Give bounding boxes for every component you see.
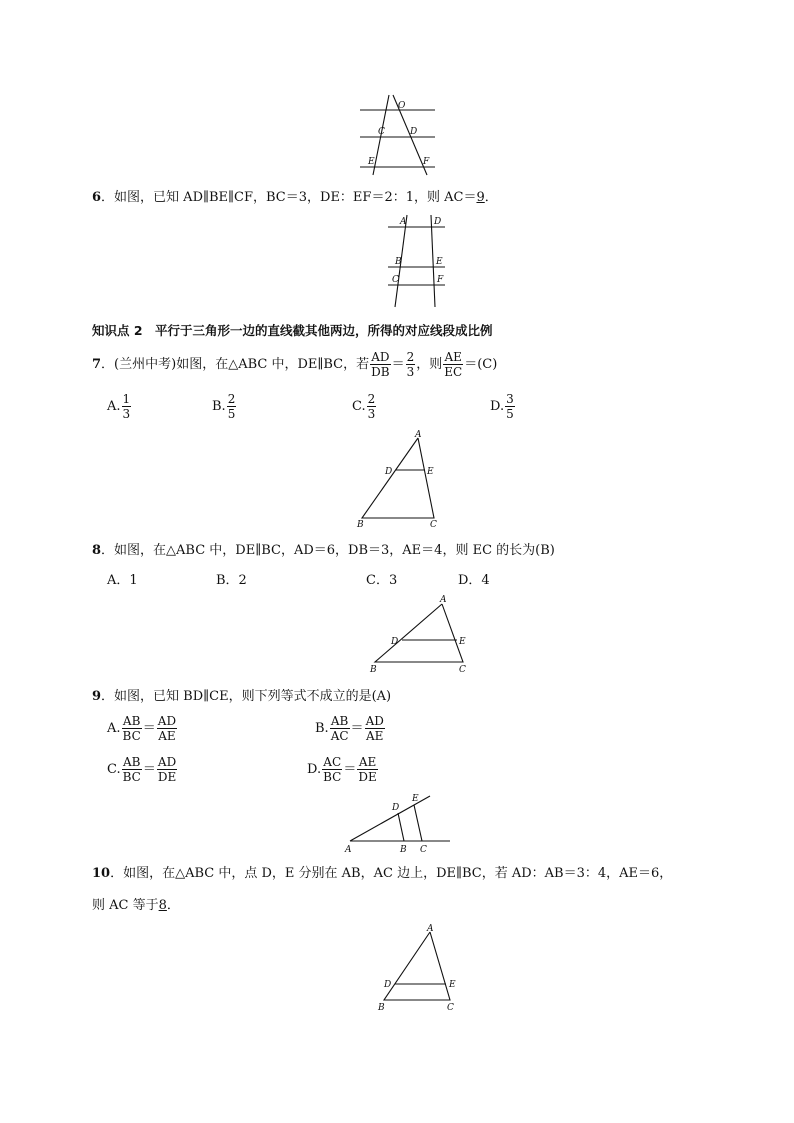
label-A: A xyxy=(440,595,447,605)
label-D: D xyxy=(385,467,393,477)
question-text: ．如图，已知 BD∥CE，则下列等式不成立的是(A) xyxy=(101,689,392,704)
question-8 xyxy=(92,539,555,558)
question-number: 6 xyxy=(92,190,102,205)
q7-option-a: A. $\frac{1}{3}$ xyxy=(107,392,131,421)
q9-option-a: A. $\frac{AB}{BC}$ ＝ $\frac{AD}{AE}$ xyxy=(107,714,177,743)
label-E: E xyxy=(436,257,443,267)
label-B: B xyxy=(357,520,364,530)
label-C: C xyxy=(378,127,385,137)
label-D: D xyxy=(410,127,418,137)
label-E: E xyxy=(459,637,466,647)
label-A: A xyxy=(415,430,422,440)
label-C: C xyxy=(392,275,399,285)
question-number: 8 xyxy=(92,543,102,558)
label-E: E xyxy=(412,794,419,804)
question-number: 7 xyxy=(92,357,102,372)
question-7: 7．(兰州中考)如图，在△ABC 中，DE∥BC，若 $\frac{AD}{DB}$ ＝ $\frac{2}{3}$ ，则 $\frac{AE}{EC}$ ＝(C) xyxy=(92,350,498,379)
fraction-ad-db: $\frac{AD}{DB}$ xyxy=(371,350,390,379)
q8-option-c: C．3 xyxy=(366,573,398,588)
label-C: C xyxy=(447,1003,454,1013)
label-A: A xyxy=(345,845,352,855)
answer: 9 xyxy=(476,190,485,205)
label-C: C xyxy=(459,665,466,675)
label-B: B xyxy=(395,257,402,267)
label-B: B xyxy=(370,665,377,675)
label-E: E xyxy=(449,980,456,990)
figure-q9 xyxy=(342,788,452,856)
figure-parallel-lines-top xyxy=(355,92,445,177)
label-D: D xyxy=(391,637,399,647)
q9-option-d: D. $\frac{AC}{BC}$ ＝ $\frac{AE}{DE}$ xyxy=(307,755,377,784)
label-F: F xyxy=(437,275,444,285)
q7-option-b: B. $\frac{2}{5}$ xyxy=(212,392,236,421)
label-C: C xyxy=(430,520,437,530)
question-6: 6．如图，已知 AD∥BE∥CF，BC＝3，DE：EF＝2：1，则 AC＝9． xyxy=(92,190,498,205)
q9-option-b: B. $\frac{AB}{AC}$ ＝ $\frac{AD}{AE}$ xyxy=(315,714,384,743)
section-heading: 知识点 2 平行于三角形一边的直线截其他两边，所得的对应线段成比例 xyxy=(92,323,493,338)
answer: 8 xyxy=(158,898,167,913)
figure-q10-triangle xyxy=(374,922,464,1014)
q8-option-d: D．4 xyxy=(458,573,490,588)
question-10-line-2: 则 AC 等于8． xyxy=(92,898,180,913)
label-F: F xyxy=(423,157,430,167)
q7-option-c: C. $\frac{2}{3}$ xyxy=(352,392,376,421)
label-C: C xyxy=(420,845,427,855)
fraction-ae-ec: $\frac{AE}{EC}$ xyxy=(444,350,463,379)
label-O: O xyxy=(398,101,406,111)
figure-q7-triangle xyxy=(352,428,447,530)
q8-option-b: B．2 xyxy=(216,573,247,588)
label-B: B xyxy=(400,845,407,855)
label-B: B xyxy=(378,1003,385,1013)
q7-option-d: D. $\frac{3}{5}$ xyxy=(490,392,514,421)
question-10 xyxy=(92,862,672,881)
label-D: D xyxy=(434,217,442,227)
label-E: E xyxy=(368,157,375,167)
question-number: 10 xyxy=(92,866,111,881)
label-D: D xyxy=(384,980,392,990)
question-text: ．如图，已知 AD∥BE∥CF，BC＝3，DE：EF＝2：1，则 AC＝ xyxy=(101,190,477,205)
question-text: ．(兰州中考)如图，在△ABC 中，DE∥BC，若 xyxy=(101,357,370,372)
label-A: A xyxy=(400,217,407,227)
answer: ＝(C) xyxy=(464,357,498,372)
figure-q8-triangle xyxy=(365,594,475,676)
label-E: E xyxy=(427,467,434,477)
label-A: A xyxy=(427,924,434,934)
figure-q6 xyxy=(385,212,450,310)
question-number: 9 xyxy=(92,689,102,704)
fraction-2-3: $\frac{2}{3}$ xyxy=(406,350,415,379)
q9-option-c: C. $\frac{AB}{BC}$ ＝ $\frac{AD}{DE}$ xyxy=(107,755,177,784)
q8-option-a: A．1 xyxy=(107,573,138,588)
label-D: D xyxy=(392,803,400,813)
question-text: ．如图，在△ABC 中，点 D，E 分别在 AB，AC 边上，DE∥BC，若 AD：AB＝3：4，AE＝6， xyxy=(110,866,673,881)
question-9 xyxy=(92,685,391,704)
question-text: ．如图，在△ABC 中，DE∥BC，AD＝6，DB＝3，AE＝4，则 EC 的长为(B) xyxy=(101,543,555,558)
